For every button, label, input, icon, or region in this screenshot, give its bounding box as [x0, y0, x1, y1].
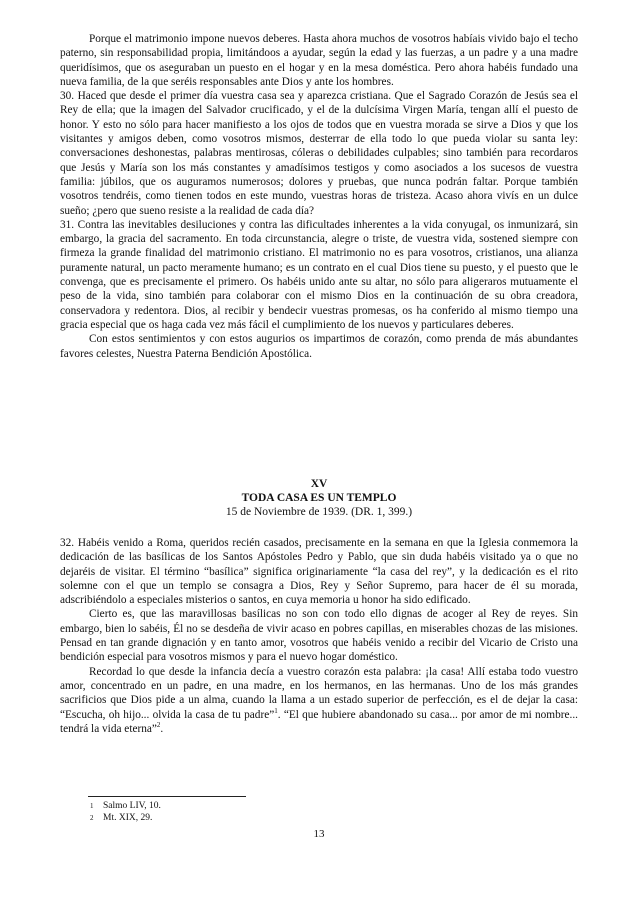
footnote-ref-2[interactable]: 2 — [156, 721, 161, 730]
section-title: TODA CASA ES UN TEMPLO — [241, 492, 397, 504]
paragraph-text: Recordad lo que desde la infancia decía a vuestro corazón esta palabra: ¡la casa! Allí estaba todo vuestro amor, concentrado en un padre, en una madre, en los hermanos, en las hermanas. Uno de los más grandes sacrificios que Dios pide a un alma, cuando la llama a un estado superior de perfección, es el de dejar la casa: “Escucha, oh hijo... olvida la casa de tu padre” — [60, 665, 578, 721]
page-number: 13 — [313, 828, 325, 840]
text-block-lower — [60, 536, 578, 736]
footnote-divider — [88, 796, 246, 797]
text-block-upper — [60, 32, 578, 361]
section-number: XV — [310, 478, 328, 490]
footnote-number: 2 — [90, 814, 94, 822]
footnote-2 — [90, 812, 152, 824]
paragraph — [60, 665, 578, 736]
paragraph-32: 32. Habéis venido a Roma, queridos recién casados, precisamente en la semana en que la Iglesia conmemora la dedicación de las basílicas de los Santos Apóstoles Pedro y Pablo, que sin duda habéis visitado ya o que no dejaréis de visitar. El término “basílica” significa originariamente “la casa del rey”, y la dedicación es el rito solemne con el que un templo se consagra a Dios, Rey y Señor Supremo, para hacer de él su morada, adscribiéndolo a especiales misterios o santos, en cuya memoria u honor ha sido edificado. — [60, 537, 578, 607]
footnote-ref-1[interactable]: 1 — [274, 706, 278, 715]
section-heading — [0, 478, 638, 518]
footnote-text: Mt. XIX, 29. — [103, 813, 153, 823]
footnote-1 — [90, 800, 161, 812]
paragraph: Cierto es, que las maravillosas basílicas no son con todo ello dignas de acoger al Rey de reyes. Sin embargo, bien lo sabéis, Él no se desdeña de vivir acaso en pobres capillas, en miserables chozas de las misiones. Pensad en tan grande dignación y en tanto amor, vosotros que habéis venido a recibir del Vicario de Cristo una bendición especial para vosotros mismos y para el nuevo hogar doméstico. — [60, 608, 578, 664]
paragraph-31: 31. Contra las inevitables desiluciones y contra las dificultades inherentes a la vida conyugal, os inmunizará, sin embargo, la gracia del sacramento. En toda circunstancia, alegre o triste, de vuestra vida, sostened siempre con firmeza la grande finalidad del matrimonio cristiano. El matrimonio no es para vosotros, cristianos, una alianza puramente natural, un pacto meramente humano; es un contrato en el cual Dios tiene su puesto, y el puesto que le convenga, que es precisamente el primero. Os habéis unido ante su altar, no sólo para aligeraros mutuamente el peso de la vida, sino también para colaborar con el mismo Dios en la continuación de su obra creadora, conservadora y redentora. Dios, al recibir y bendecir vuestras promesas, os ha conferido al mismo tiempo una gracia especial que os haga cada vez más fácil el cumplimiento de los nuevos y particulares deberes. — [60, 218, 578, 331]
paragraph-text: . “El que hubiere abandonado su casa... por amor de mi nombre... tendrá la vida eterna” — [60, 708, 578, 735]
section-date: 15 de Noviembre de 1939. (DR. 1, 399.) — [225, 506, 413, 518]
paragraph: Porque el matrimonio impone nuevos deberes. Hasta ahora muchos de vosotros habíais vivido bajo el techo paterno, sin responsabilidad propia, limitándoos a ayudar, según la edad y las fuerzas, a un padre y a una madre queridísimos, que os aseguraban un puesto en el hogar y en la mesa doméstica. Pero ahora habéis fundado una nueva familia, de la que seréis responsables ante Dios y ante los hombres. — [60, 33, 578, 88]
footnote-text: Salmo LIV, 10. — [103, 801, 161, 811]
paragraph-30: 30. Haced que desde el primer día vuestra casa sea y aparezca cristiana. Que el Sagrado Corazón de Jesús sea el Rey de ella; que la imagen del Salvador crucificado, y el de la dulcísima Virgen María, tengan allí el puesto de honor. Y esto no sólo para hacer manifiesto a los ojos de todos que en vuestra morada se sirve a Dios y que los visitantes y amigos deben, como vosotros mismos, desterrar de ella todo lo que pueda violar su santa ley: conversaciones deshonestas, palabras mentirosas, cóleras o debilidades culpables; sino también para recordaros que Jesús y María son los más constantes y amadísimos testigos y como asociados a los sucesos de vuestra familia: júbilos, que os auguramos numerosos; dolores y pruebas, que nunca podrán faltar. Porque también vosotros tendréis, como tienen todos en este mundo, vuestras horas de tristeza. Acaso ahora vivís en un dulce sueño; ¿pero que sueno resiste a la realidad de cada día? — [60, 90, 578, 217]
paragraph-closing: Con estos sentimientos y con estos augurios os impartimos de corazón, como prenda de más abundantes favores celestes, Nuestra Paterna Bendición Apostólica. — [60, 333, 578, 360]
footnote-number: 1 — [90, 802, 94, 810]
paragraph-text: . — [160, 722, 164, 735]
